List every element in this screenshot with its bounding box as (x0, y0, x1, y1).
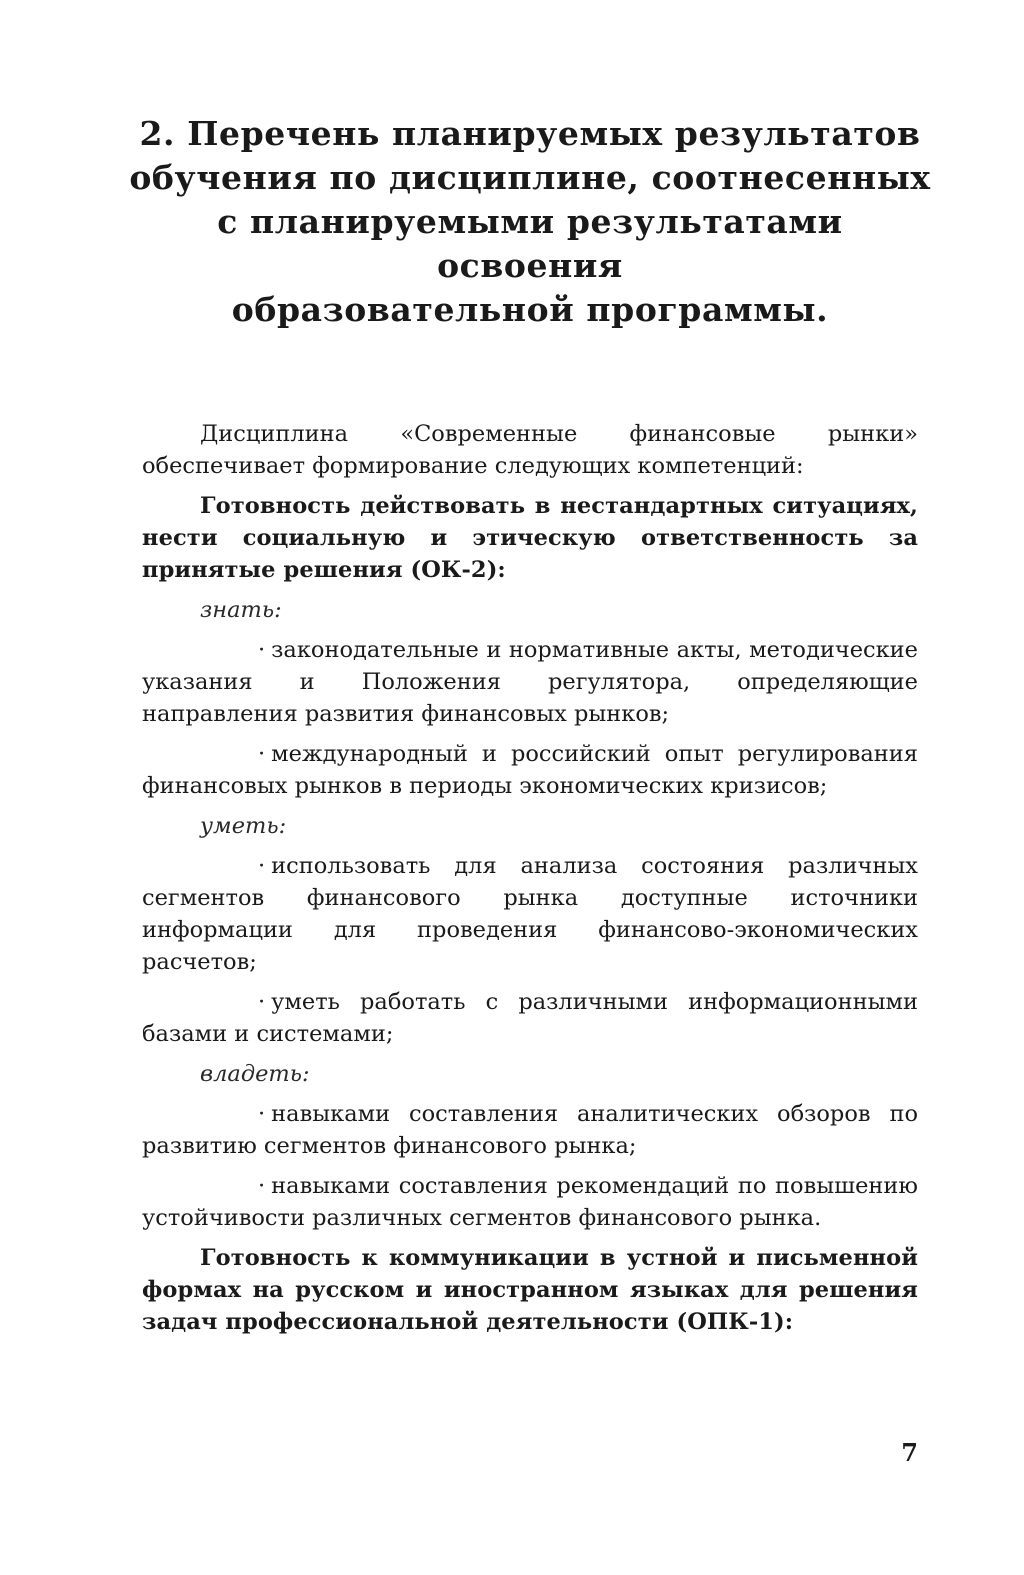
body-text (142, 418, 918, 1346)
list-item (142, 1170, 918, 1234)
list-item (142, 738, 918, 802)
list-item-text: законодательные и нормативные акты, методические указания и Положения регулятора, определяющие направления развития финансовых рынков; (142, 637, 918, 727)
document-page (129, 0, 931, 1575)
can-label: уметь: (200, 813, 287, 839)
heading-line: 2. Перечень планируемых результатов (139, 114, 921, 153)
list-item-text: навыками составления аналитических обзоров по развитию сегментов финансового рынка; (142, 1101, 918, 1159)
know-label: знать: (200, 597, 282, 623)
intro-paragraph: Дисциплина «Современные финансовые рынки» обеспечивает формирование следующих компетенций: (142, 421, 918, 479)
list-item-text: международный и российский опыт регулирования финансовых рынков в периоды экономических кризисов; (142, 741, 918, 799)
bullet-mark: · (258, 1101, 266, 1127)
bullet-mark: · (258, 1173, 266, 1199)
bullet-mark: · (258, 989, 266, 1015)
list-item-text: использовать для анализа состояния различных сегментов финансового рынка доступные источники информации для проведения финансово-экономических расчетов; (142, 853, 918, 975)
heading-line: обучения по дисциплине, соотнесенных (129, 158, 931, 197)
page-number: 7 (901, 1438, 918, 1467)
own-label: владеть: (200, 1061, 310, 1087)
heading-line: образовательной программы. (231, 290, 829, 329)
competency-title-ok2: Готовность действовать в нестандартных ситуациях, нести социальную и этическую ответственность за принятые решения (ОК-2): (142, 493, 918, 583)
list-item (142, 850, 918, 978)
bullet-mark: · (258, 637, 266, 663)
list-item (142, 634, 918, 730)
list-item-text: навыками составления рекомендаций по повышению устойчивости различных сегментов финансового рынка. (142, 1173, 918, 1231)
bullet-mark: · (258, 741, 266, 767)
section-heading (122, 112, 938, 332)
heading-line: с планируемыми результатами освоения (217, 202, 843, 285)
competency-title-opk1: Готовность к коммуникации в устной и письменной формах на русском и иностранном языках для решения задач профессиональной деятельности (ОПК-1): (142, 1245, 918, 1335)
list-item (142, 986, 918, 1050)
list-item-text: уметь работать с различными информационными базами и системами; (142, 989, 918, 1047)
list-item (142, 1098, 918, 1162)
bullet-mark: · (258, 853, 266, 879)
